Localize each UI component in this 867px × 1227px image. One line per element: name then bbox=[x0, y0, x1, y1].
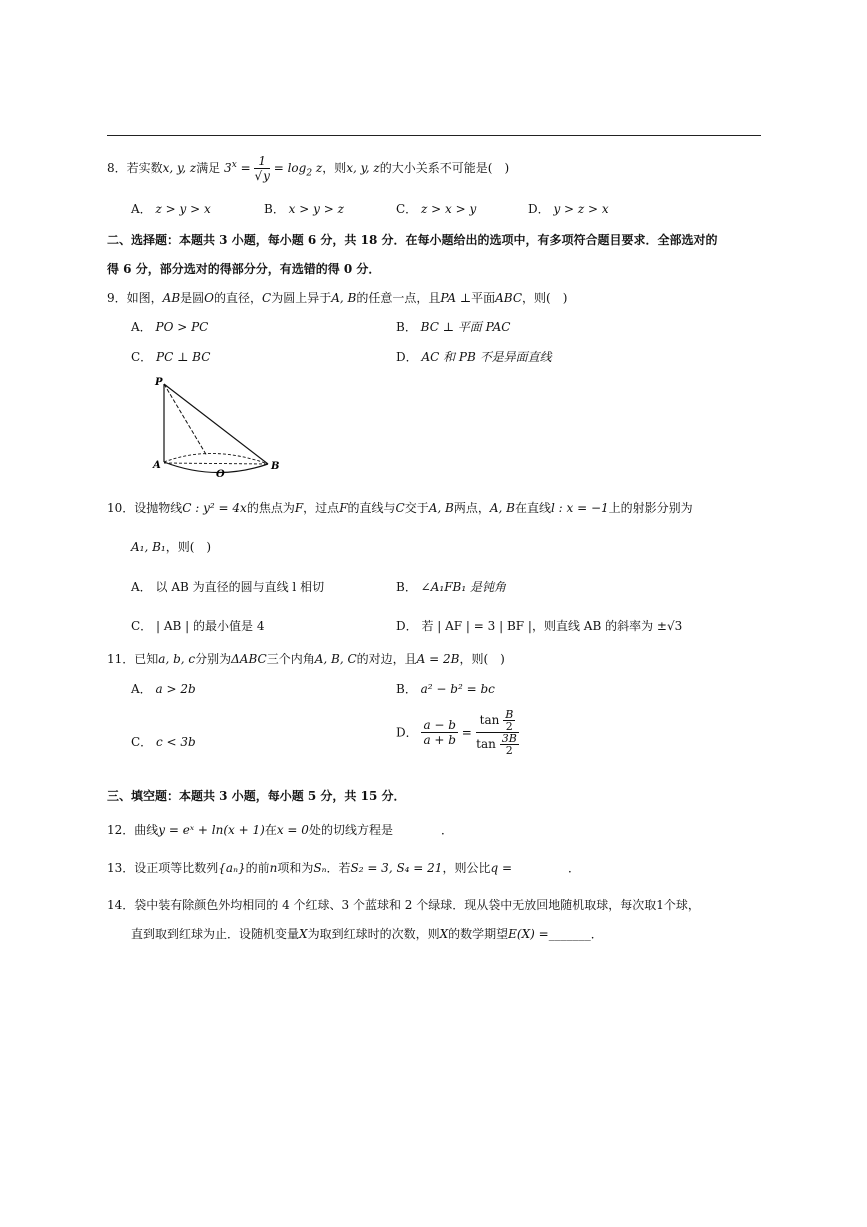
option-label: A． bbox=[131, 202, 152, 216]
q9-option-d bbox=[396, 349, 552, 365]
question-number: 12． bbox=[107, 823, 135, 837]
math: = bbox=[457, 725, 476, 740]
answer-blank: _______ bbox=[548, 927, 591, 941]
option-label: D． bbox=[396, 350, 418, 364]
math: ΔABC bbox=[231, 652, 267, 666]
option-label: B． bbox=[396, 580, 417, 594]
option-text: a > 2b bbox=[155, 682, 196, 696]
option-text: x > y > z bbox=[288, 202, 344, 216]
q10-option-d bbox=[396, 618, 682, 634]
question-8 bbox=[107, 154, 509, 183]
text: ，则( ) bbox=[165, 540, 212, 554]
section-2-header: 二、选择题：本题共 3 小题，每小题 6 分，共 18 分．在每小题给出的选项中，有多项符合题目要求．全部选对的 bbox=[107, 233, 718, 247]
option-text: y > z > x bbox=[553, 202, 609, 216]
q10-option-c bbox=[131, 618, 264, 634]
math: C bbox=[395, 501, 405, 515]
option-label: B． bbox=[396, 320, 417, 334]
denominator: √y bbox=[254, 169, 270, 183]
option-text: z > y > x bbox=[155, 202, 211, 216]
option-label: C． bbox=[131, 619, 153, 633]
pc-dashed bbox=[164, 384, 207, 456]
text: 的大小关系不可能是( ) bbox=[379, 161, 510, 175]
text: ．若 bbox=[326, 861, 351, 875]
q11-option-c bbox=[131, 734, 196, 750]
math: x, y, z bbox=[346, 161, 380, 175]
option-label: C． bbox=[396, 202, 418, 216]
q8-option-b bbox=[264, 201, 344, 217]
option-label: A． bbox=[131, 580, 152, 594]
q9-option-a bbox=[131, 319, 208, 335]
question-14-line2 bbox=[131, 926, 603, 942]
math: PA ⊥ bbox=[440, 291, 472, 305]
math: x bbox=[231, 160, 237, 170]
math: AB bbox=[162, 291, 181, 305]
q9-option-c bbox=[131, 349, 210, 365]
numerator: B bbox=[505, 708, 514, 721]
denominator: 2 bbox=[505, 744, 513, 757]
denominator: a + b bbox=[423, 733, 456, 747]
text: 的数学期望 bbox=[448, 927, 509, 941]
text: ． bbox=[568, 861, 581, 875]
math: F bbox=[294, 501, 304, 515]
q11-option-b bbox=[396, 681, 495, 697]
question-number: 10． bbox=[107, 501, 135, 515]
math: q = bbox=[490, 861, 513, 875]
option-text: 若 | AF | = 3 | BF |，则直线 AB 的斜率为 ±√3 bbox=[421, 619, 683, 633]
option-label: B． bbox=[396, 682, 417, 696]
text: ，过点 bbox=[303, 501, 340, 515]
question-14 bbox=[107, 897, 700, 913]
option-text: ∠A₁FB₁ 是钝角 bbox=[420, 580, 506, 594]
math: A, B, C bbox=[314, 652, 357, 666]
math: F bbox=[339, 501, 348, 515]
diameter-ab bbox=[164, 463, 268, 464]
math: {aₙ} bbox=[218, 861, 246, 875]
text: 直到取到红球为止．设随机变量 bbox=[131, 927, 300, 941]
option-label: D． bbox=[396, 725, 418, 740]
text: ，则( ) bbox=[459, 652, 505, 666]
numerator: a − b bbox=[423, 718, 456, 732]
text: 上的射影分别为 bbox=[608, 501, 693, 515]
text: 设抛物线 bbox=[134, 501, 183, 515]
pb-edge bbox=[164, 384, 268, 464]
option-text: z > x > y bbox=[421, 202, 477, 216]
fraction-b-over-2 bbox=[503, 709, 515, 732]
numerator: 1 bbox=[254, 154, 269, 169]
text: ，则公比 bbox=[442, 861, 491, 875]
option-text: 以 AB 为直径的圆与直线 l 相切 bbox=[155, 580, 325, 594]
question-13 bbox=[107, 860, 580, 876]
math: a, b, c bbox=[158, 652, 196, 666]
denominator bbox=[476, 733, 520, 756]
q11-option-d bbox=[396, 709, 519, 756]
option-text: BC ⊥ 平面 PAC bbox=[420, 320, 511, 334]
math: Sₙ bbox=[313, 861, 327, 875]
question-10-line2 bbox=[131, 539, 211, 555]
label-b: B bbox=[271, 461, 280, 472]
question-number: 9． bbox=[107, 291, 127, 305]
option-text: | AB | 的最小值是 4 bbox=[156, 619, 265, 633]
text: 若实数 bbox=[126, 161, 163, 175]
math: O bbox=[204, 291, 214, 305]
text: 两点， bbox=[453, 501, 490, 515]
denominator: 2 bbox=[505, 720, 513, 733]
option-label: D． bbox=[528, 202, 550, 216]
math: C bbox=[262, 291, 272, 305]
text: 是圆 bbox=[180, 291, 205, 305]
question-12 bbox=[107, 822, 453, 838]
equation bbox=[224, 154, 323, 183]
math: X bbox=[299, 927, 308, 941]
base-back-arc bbox=[164, 453, 268, 464]
text: ，则 bbox=[322, 161, 347, 175]
text: ． bbox=[590, 927, 603, 941]
math: n bbox=[269, 861, 278, 875]
text: 已知 bbox=[134, 652, 159, 666]
text: 在 bbox=[264, 823, 277, 837]
label-a: A bbox=[153, 460, 161, 471]
q10-option-b bbox=[396, 579, 506, 595]
question-9 bbox=[107, 290, 567, 306]
radicand: y bbox=[263, 169, 270, 183]
question-number: 14． bbox=[107, 898, 135, 912]
question-number: 13． bbox=[107, 861, 135, 875]
text: 三个内角 bbox=[266, 652, 315, 666]
label-o: O bbox=[216, 469, 225, 480]
math: y = eˣ + ln(x + 1) bbox=[158, 823, 265, 837]
fraction-d-lhs bbox=[421, 718, 458, 747]
math: x, y, z bbox=[162, 161, 197, 175]
option-label: B． bbox=[264, 202, 285, 216]
section-2-header-line2: 得 6 分，部分选对的得部分分，有选错的得 0 分． bbox=[107, 262, 381, 276]
math: A, B bbox=[428, 501, 454, 515]
q8-option-d bbox=[528, 201, 609, 217]
text: ，则( ) bbox=[522, 291, 568, 305]
text: 的焦点为 bbox=[246, 501, 295, 515]
numerator: 3B bbox=[501, 732, 517, 745]
question-11 bbox=[107, 651, 505, 667]
text: 袋中装有除颜色外均相同的 4 个红球、3 个蓝球和 2 个绿球．现从袋中无放回地随机取球，每次取1个球， bbox=[134, 898, 700, 912]
math: l : x = −1 bbox=[551, 501, 609, 515]
option-label: D． bbox=[396, 619, 418, 633]
q9-cone-figure bbox=[150, 374, 285, 480]
q8-option-c bbox=[396, 201, 476, 217]
text: 的任意一点，且 bbox=[356, 291, 441, 305]
header-rule bbox=[107, 135, 761, 136]
math: x = 0 bbox=[276, 823, 309, 837]
math: = bbox=[236, 161, 255, 175]
math: z bbox=[312, 161, 323, 175]
question-number: 8． bbox=[107, 161, 127, 175]
option-label: A． bbox=[131, 682, 152, 696]
text: 满足 bbox=[196, 161, 221, 175]
text: 的直线与 bbox=[347, 501, 396, 515]
text: 为圆上异于 bbox=[271, 291, 332, 305]
option-text: c < 3b bbox=[156, 735, 196, 749]
text: 的对边，且 bbox=[356, 652, 417, 666]
numerator bbox=[476, 709, 520, 733]
text: 曲线 bbox=[134, 823, 159, 837]
text: 平面 bbox=[471, 291, 496, 305]
q10-option-a bbox=[131, 579, 324, 595]
math: S₂ = 3, S₄ = 21 bbox=[350, 861, 443, 875]
math: A, B bbox=[489, 501, 515, 515]
text: 为取到红球时的次数，则 bbox=[307, 927, 440, 941]
text: 项和为 bbox=[277, 861, 314, 875]
tan-text: tan bbox=[479, 713, 500, 727]
option-label: A． bbox=[131, 320, 152, 334]
math: E(X) = bbox=[508, 927, 549, 941]
math: 2 bbox=[306, 168, 313, 179]
math: A, B bbox=[331, 291, 357, 305]
text: 在直线 bbox=[515, 501, 552, 515]
question-10 bbox=[107, 500, 693, 516]
text: 设正项等比数列 bbox=[134, 861, 219, 875]
option-text: AC 和 PB 不是异面直线 bbox=[421, 350, 552, 364]
q11-option-a bbox=[131, 681, 196, 697]
question-number: 11． bbox=[107, 652, 135, 666]
math: A₁, B₁ bbox=[131, 540, 166, 554]
math: 3 bbox=[224, 161, 232, 175]
q9-option-b bbox=[396, 319, 510, 335]
q8-option-a bbox=[131, 201, 211, 217]
text: 交于 bbox=[404, 501, 429, 515]
option-text: PC ⊥ BC bbox=[156, 350, 211, 364]
text: 的直径， bbox=[214, 291, 263, 305]
option-label: C． bbox=[131, 350, 153, 364]
math: X bbox=[439, 927, 449, 941]
math: = log bbox=[269, 161, 307, 175]
text: ． bbox=[440, 823, 453, 837]
section-3-header: 三、填空题：本题共 3 小题，每小题 5 分，共 15 分． bbox=[107, 789, 406, 803]
text: 如图， bbox=[126, 291, 163, 305]
option-label: C． bbox=[131, 735, 153, 749]
fraction bbox=[254, 154, 269, 183]
math: A = 2B bbox=[416, 652, 460, 666]
label-p: P bbox=[155, 377, 163, 388]
math: C : y² = 4x bbox=[182, 501, 247, 515]
text: 分别为 bbox=[195, 652, 232, 666]
text: 处的切线方程是 bbox=[308, 823, 393, 837]
math: ABC bbox=[495, 291, 523, 305]
text: 的前 bbox=[245, 861, 270, 875]
tan-text: tan bbox=[476, 737, 496, 751]
fraction-d-rhs bbox=[476, 709, 520, 756]
option-text: PO > PC bbox=[155, 320, 209, 334]
fraction-3b-over-2 bbox=[500, 733, 519, 756]
option-text: a² − b² = bc bbox=[420, 682, 495, 696]
